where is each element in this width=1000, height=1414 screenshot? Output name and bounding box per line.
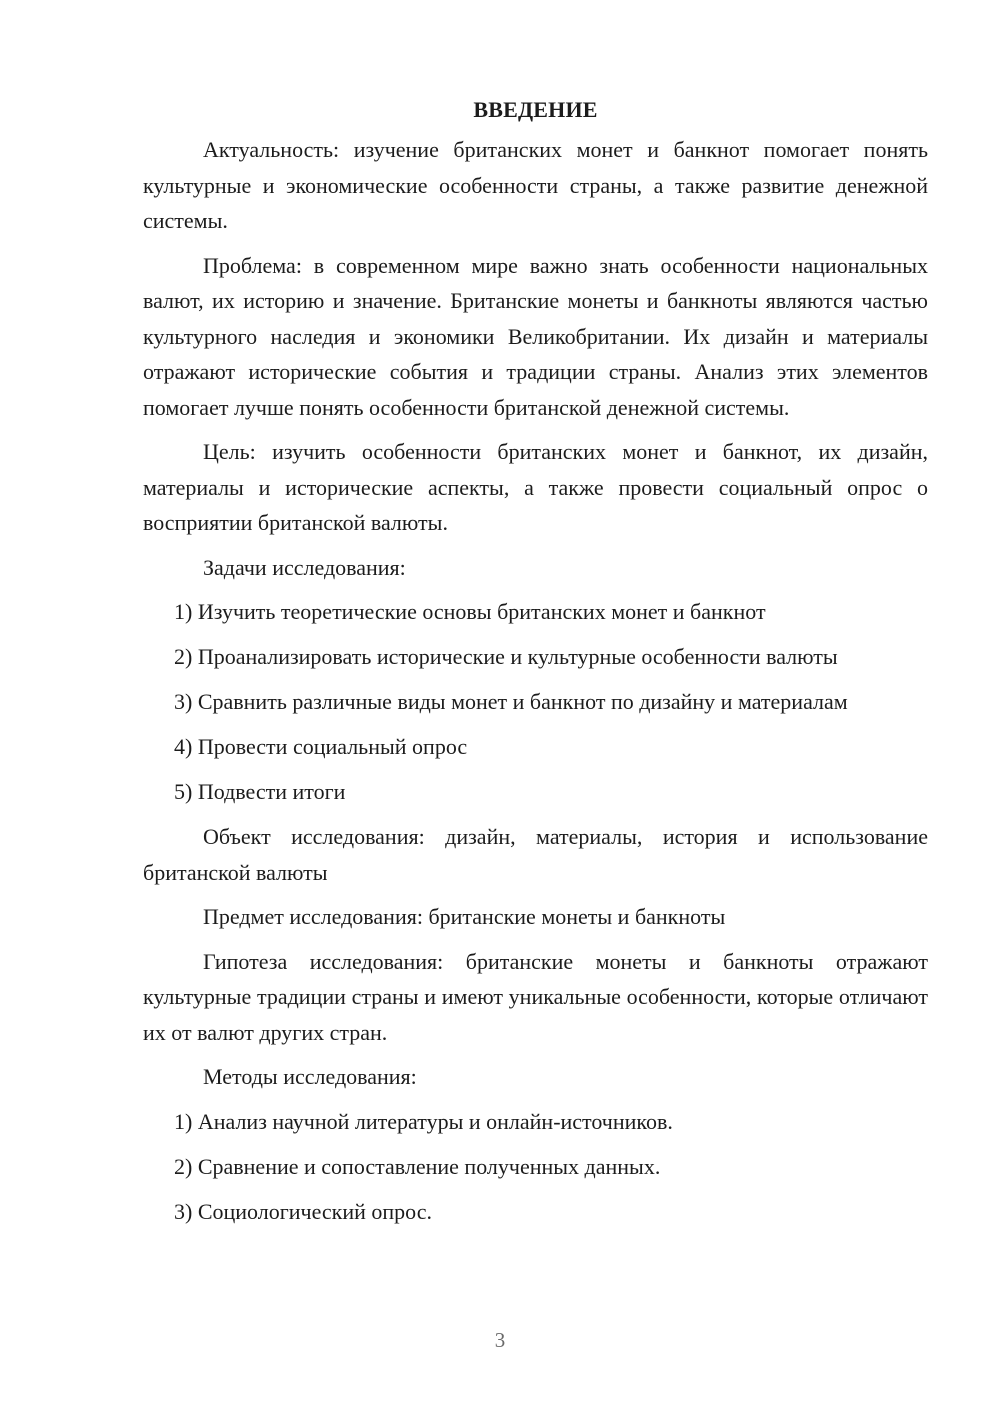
subject-paragraph: Предмет исследования: британские монеты и банкноты: [203, 904, 726, 930]
tasks-heading: Задачи исследования:: [203, 554, 406, 580]
relevance-paragraph: Актуальность: изучение британских монет и банкнот помогает понять культурные и экономические особенности страны, а также развитие денежной системы.: [143, 137, 928, 233]
problem-paragraph: Проблема: в современном мире важно знать особенности национальных валют, их историю и значение. Британские монеты и банкноты являются частью культурного наследия и экономики Великобритании. Их дизайн и материалы отражают исторические события и традиции страны. Анализ этих элементов помогает лучше понять особенности британской денежной системы.: [143, 252, 928, 420]
task-item: 3) Сравнить различные виды монет и банкнот по дизайну и материалам: [174, 689, 848, 715]
method-item: 2) Сравнение и сопоставление полученных данных.: [174, 1154, 661, 1180]
document-page: [143, 88, 928, 1239]
page-number: 3: [494, 1328, 506, 1352]
hypothesis-paragraph: Гипотеза исследования: британские монеты и банкноты отражают культурные традиции страны и имеют уникальные особенности, которые отличают их от валют других стран.: [143, 948, 928, 1045]
task-item: 4) Провести социальный опрос: [174, 734, 468, 760]
task-item: 2) Проанализировать исторические и культурные особенности валюты: [174, 644, 838, 670]
task-item: 1) Изучить теоретические основы британских монет и банкнот: [174, 599, 766, 624]
task-item: 5) Подвести итоги: [174, 779, 346, 805]
object-paragraph: Объект исследования: дизайн, материалы, история и использование британской валюты: [143, 824, 928, 885]
goal-paragraph: Цель: изучить особенности британских монет и банкнот, их дизайн, материалы и исторические аспекты, а также провести социальный опрос о восприятии британской валюты.: [143, 439, 928, 535]
methods-heading: Методы исследования:: [203, 1064, 417, 1090]
method-item: 1) Анализ научной литературы и онлайн-источников.: [174, 1108, 673, 1134]
page-title: ВВЕДЕНИЕ: [473, 97, 598, 122]
method-item: 3) Социологический опрос.: [174, 1199, 432, 1225]
